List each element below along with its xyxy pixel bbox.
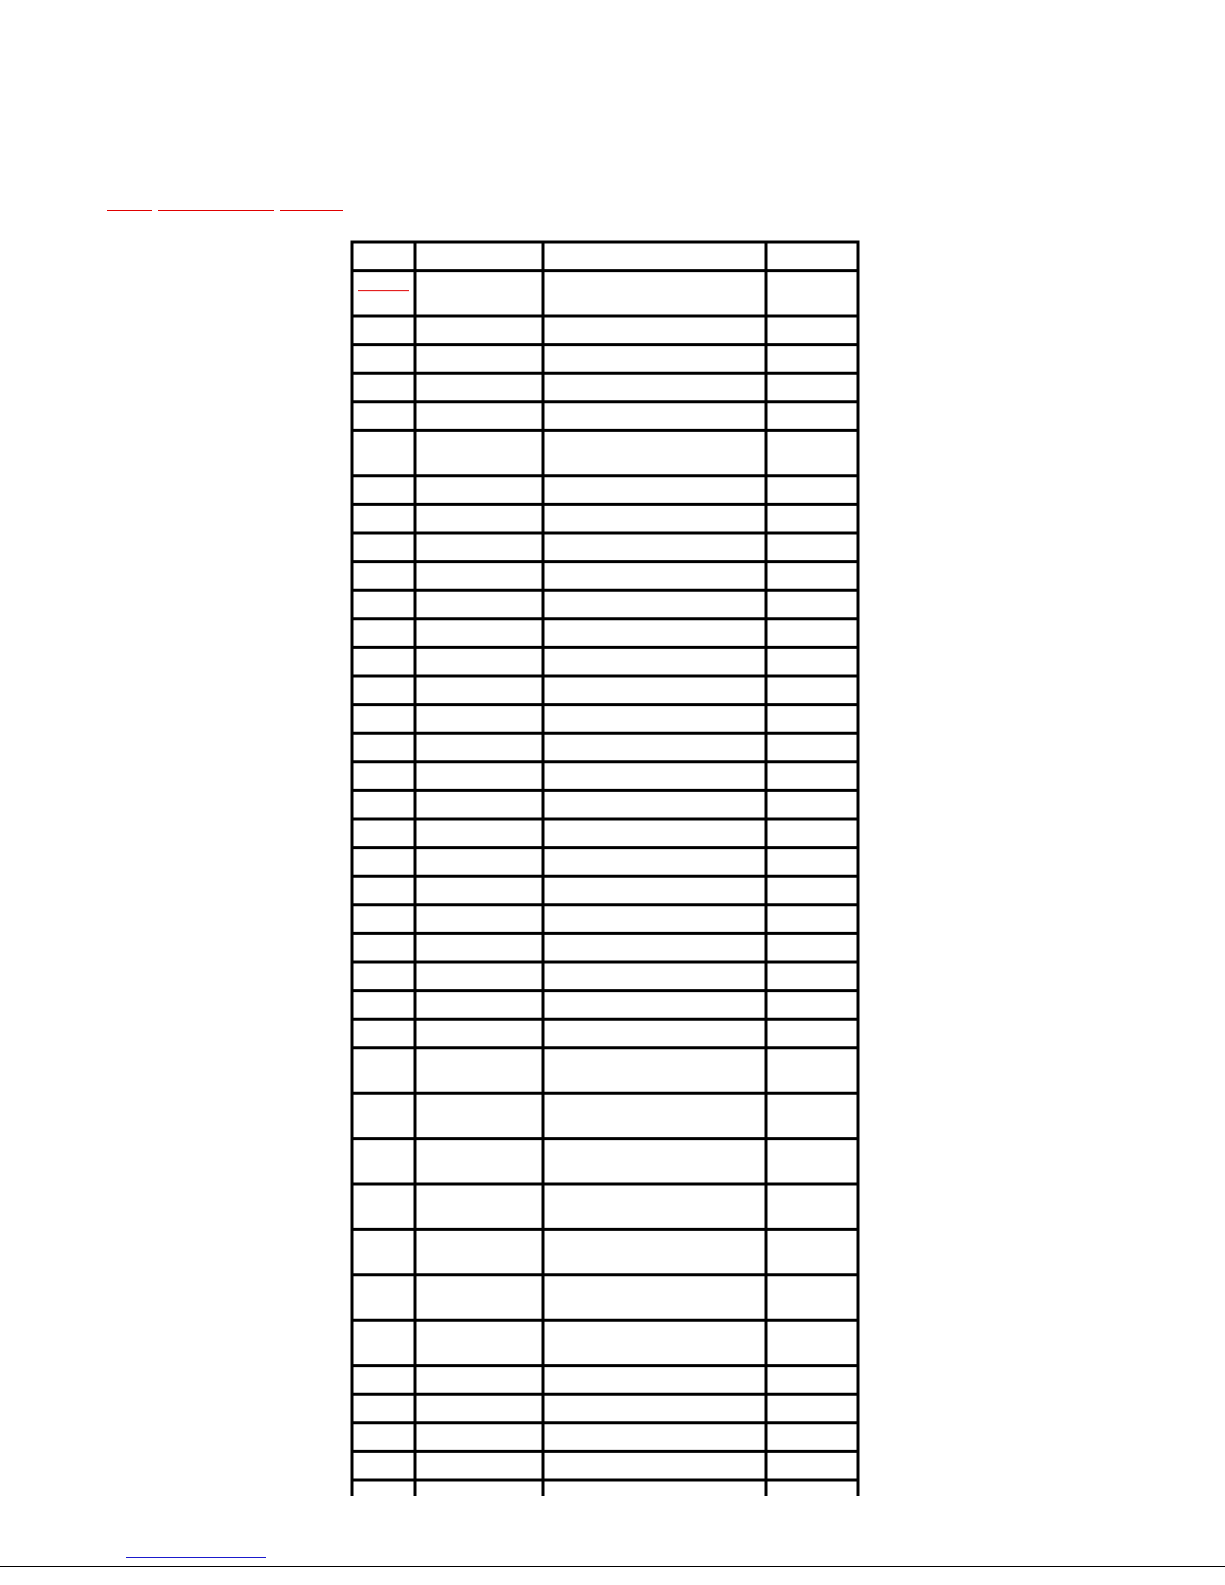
footer-divider — [0, 1566, 1225, 1567]
footer-link[interactable] — [126, 1557, 266, 1558]
